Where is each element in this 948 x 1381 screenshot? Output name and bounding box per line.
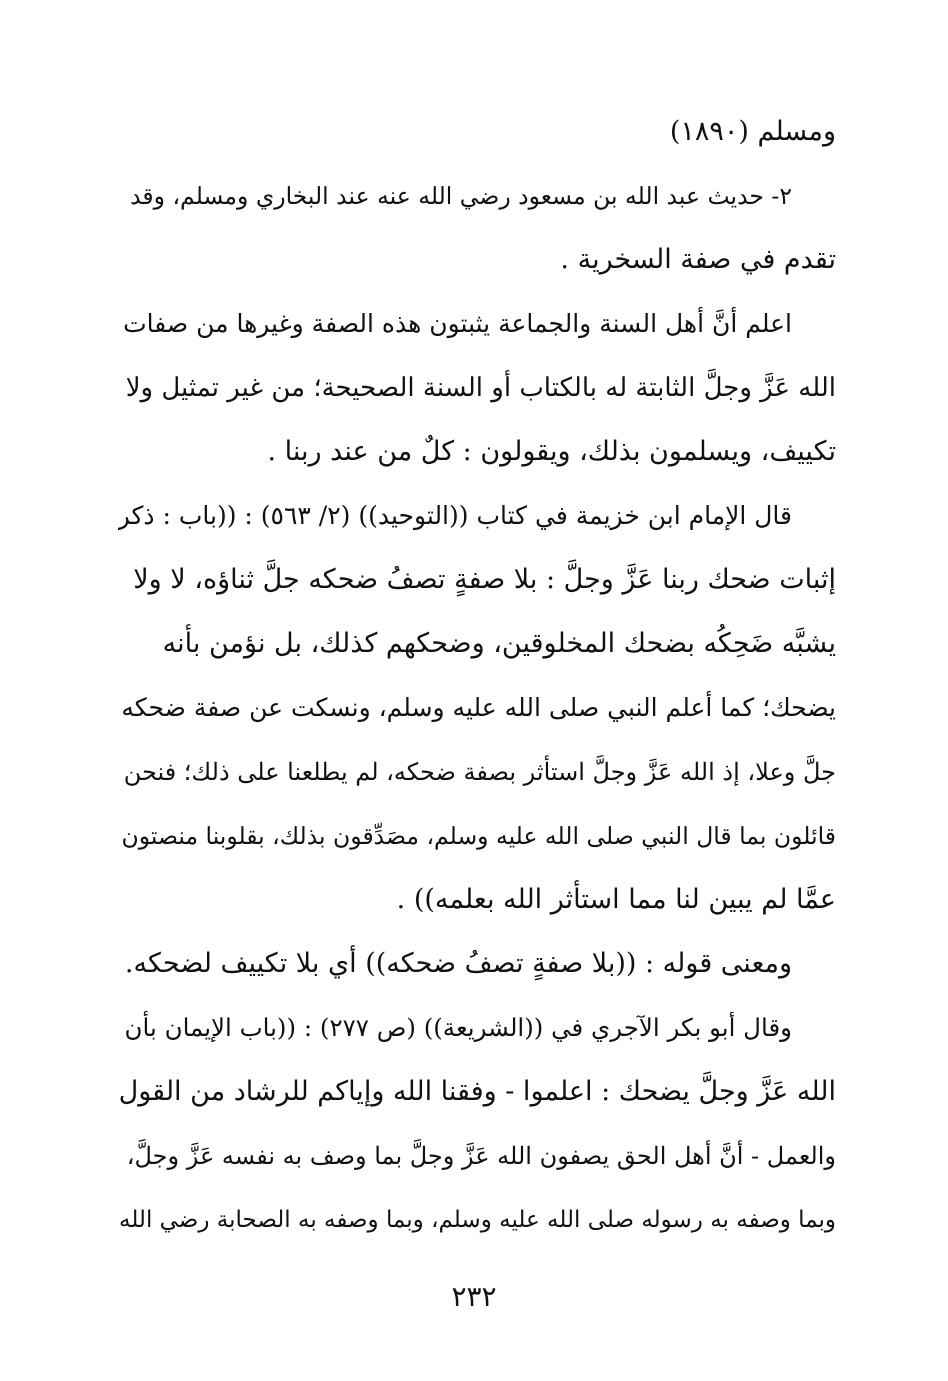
text-line: يشبَّه ضَحِكُه بضحك المخلوقين، وضحكهم كذلك، بل نؤمن بأنه	[162, 628, 836, 659]
text-line: وبما وصفه به رسوله صلى الله عليه وسلم، وبما وصفه به الصحابة رضي الله	[118, 1207, 836, 1233]
text-line: تكييف، ويسلمون بذلك، ويقولون : كلٌ من عند ربنا .	[267, 436, 836, 467]
text-line: والعمل - أنَّ أهل الحق يصفون الله عَزَّ وجلَّ بما وصف به نفسه عَزَّ وجلَّ،	[126, 1142, 836, 1170]
text-line: الله عَزَّ وجلَّ الثابتة له بالكتاب أو السنة الصحيحة؛ من غير تمثيل ولا	[125, 373, 836, 403]
text-line: قائلون بما قال النبي صلى الله عليه وسلم، مصَدِّقون بذلك، بقلوبنا منصتون	[121, 822, 836, 850]
text-line: تقدم في صفة السخرية .	[560, 244, 836, 275]
text-line: قال الإمام ابن خزيمة في كتاب ((التوحيد)) (٢/ ٥٦٣) : ((باب : ذكر	[118, 501, 792, 530]
text-line: وقال أبو بكر الآجري في ((الشريعة)) (ص ٢٧٧) : ((باب الإيمان بأن	[124, 1013, 792, 1042]
text-line: جلَّ وعلا، إذ الله عَزَّ وجلَّ استأثر بصفة ضحكه، لم يطلعنا على ذلك؛ فنحن	[123, 758, 836, 786]
text-line: يضحك؛ كما أعلم النبي صلى الله عليه وسلم، ونسكت عن صفة ضحكه	[121, 693, 836, 722]
text-line: ومعنى قوله : ((بلا صفةٍ تصفُ ضحكه)) أي بلا تكييف لضحكه.	[124, 948, 792, 979]
text-line: عمَّا لم يبين لنا مما استأثر الله بعلمه)) .	[396, 884, 836, 915]
body-text	[118, 100, 836, 1252]
text-line: اعلم أنَّ أهل السنة والجماعة يثبتون هذه الصفة وغيرها من صفات	[123, 309, 792, 338]
page-number: ٢٣٢	[451, 1280, 497, 1313]
text-line: إثبات ضحك ربنا عَزَّ وجلَّ : بلا صفةٍ تصفُ ضحكه جلَّ ثناؤه، لا ولا	[133, 564, 836, 595]
text-line: ٢- حديث عبد الله بن مسعود رضي الله عنه عند البخاري ومسلم، وقد	[130, 182, 792, 210]
text-line: الله عَزَّ وجلَّ يضحك : اعلموا - وفقنا الله وإياكم للرشاد من القول	[118, 1076, 836, 1107]
text-line: ومسلم (١٨٩٠)	[669, 116, 836, 147]
